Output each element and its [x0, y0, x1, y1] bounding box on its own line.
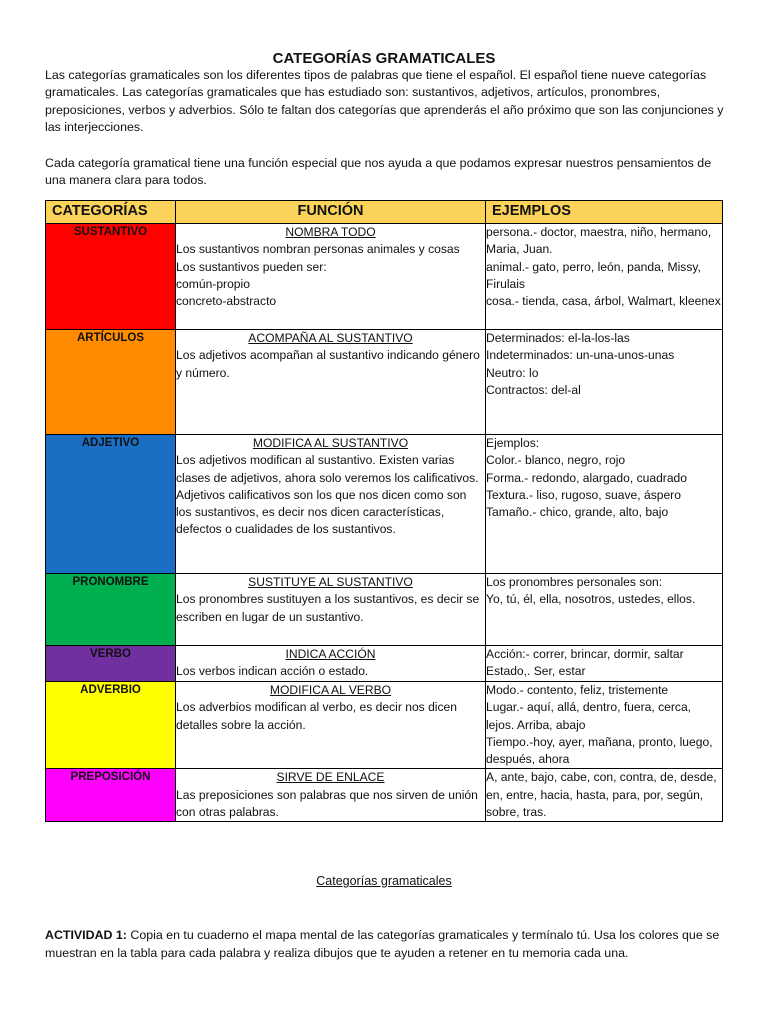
example-text: Tamaño.- chico, grande, alto, bajo: [486, 505, 669, 520]
function-text: Los verbos indican acción o estado.: [176, 664, 369, 679]
category-cell: ARTÍCULOS: [46, 330, 176, 435]
examples-cell: [486, 330, 723, 435]
example-text: Neutro: lo: [486, 365, 539, 380]
example-text: Acción:- correr, brincar, dormir, saltar: [486, 647, 684, 661]
function-heading: MODIFICA AL SUSTANTIVO: [252, 436, 409, 450]
table-row: [46, 435, 723, 574]
function-cell: [176, 769, 486, 822]
table-row: [46, 224, 723, 330]
function-cell: [176, 646, 486, 682]
example-text: Determinados: el-la-los-las: [486, 331, 630, 345]
category-cell: ADVERBIO: [46, 682, 176, 769]
table-row: [46, 769, 723, 822]
examples-cell: [486, 682, 723, 769]
function-cell: [176, 224, 486, 330]
activity-label: ACTIVIDAD 1:: [45, 928, 127, 942]
example-text: Lugar.- aquí, allá, dentro, fuera, cerca, lejos. Arriba, abajo: [486, 700, 692, 732]
function-text: Las preposiciones son palabras que nos sirven de unión con otras palabras.: [176, 787, 478, 820]
function-text: Los sustantivos pueden ser:: [176, 259, 327, 274]
example-text: Contractos: del-al: [486, 382, 581, 397]
example-text: Forma.- redondo, alargado, cuadrado: [486, 470, 688, 485]
function-text: Adjetivos calificativos son los que nos dicen como son los sustantivos, es decir nos dicen características, defectos o cualidades de los sustantivos.: [176, 487, 467, 537]
function-heading: MODIFICA AL VERBO: [269, 683, 392, 697]
function-text: Los adjetivos acompañan al sustantivo indicando género y número.: [176, 348, 480, 380]
function-cell: [176, 574, 486, 646]
function-cell: [176, 330, 486, 435]
function-cell: [176, 682, 486, 769]
header-categorias: CATEGORÍAS: [46, 201, 176, 224]
function-text: Los sustantivos nombran personas animales y cosas: [176, 242, 460, 257]
table-row: [46, 574, 723, 646]
example-text: Yo, tú, él, ella, nosotros, ustedes, ellos.: [486, 592, 696, 607]
header-funcion: FUNCIÓN: [176, 201, 486, 224]
examples-cell: [486, 769, 723, 822]
example-text: A, ante, bajo, cabe, con, contra, de, desde, en, entre, hacia, hasta, para, por, según, sobre, tras.: [486, 770, 717, 820]
example-text: Tiempo.-hoy, ayer, mañana, pronto, luego, después, ahora: [486, 734, 713, 767]
example-text: animal.- gato, perro, león, panda, Missy, Firulais: [486, 259, 701, 291]
page-title: CATEGORÍAS GRAMATICALES: [272, 50, 496, 67]
table-row: [46, 682, 723, 769]
examples-cell: [486, 646, 723, 682]
function-text: Los adjetivos modifican al sustantivo. Existen varias clases de adjetivos, ahora solo veremos los calificativos.: [176, 453, 479, 485]
example-text: cosa.- tienda, casa, árbol, Walmart, kleenex: [486, 294, 721, 309]
example-text: Modo.- contento, feliz, tristemente: [486, 683, 669, 697]
example-text: Estado,. Ser, estar: [486, 664, 586, 679]
example-text: Color.- blanco, negro, rojo: [486, 453, 626, 468]
example-text: persona.- doctor, maestra, niño, hermano, Maria, Juan.: [486, 225, 712, 257]
category-cell: SUSTANTIVO: [46, 224, 176, 330]
category-cell: ADJETIVO: [46, 435, 176, 574]
function-text: concreto-abstracto: [176, 294, 277, 309]
function-paragraph: Cada categoría gramatical tiene una función especial que nos ayuda a que podamos expresar nuestros pensamientos de una manera clara para todos.: [45, 156, 712, 188]
example-text: Ejemplos:: [486, 436, 540, 450]
table-row: [46, 646, 723, 682]
activity-text: Copia en tu cuaderno el mapa mental de las categorías gramaticales y termínalo tú. Usa los colores que se muestran en la tabla para cada palabra y realiza dibujos que te ayuden a retener en tu memoria cada una.: [45, 928, 720, 960]
examples-cell: [486, 435, 723, 574]
category-cell: VERBO: [46, 646, 176, 682]
function-text: Los pronombres sustituyen a los sustantivos, es decir se escriben en lugar de un sustantivo.: [176, 592, 480, 624]
table-row: [46, 330, 723, 435]
function-heading: SUSTITUYE AL SUSTANTIVO: [248, 575, 413, 589]
header-ejemplos: EJEMPLOS: [486, 201, 723, 224]
example-text: Indeterminados: un-una-unos-unas: [486, 348, 675, 363]
activity-paragraph: [45, 926, 735, 962]
intro-paragraph: Las categorías gramaticales son los diferentes tipos de palabras que tiene el español. El español tiene nueve categorías gramaticales. Las categorías gramaticales que has estudiado son: sustantivos, adjetivos, artículos, pronombres, preposiciones, verbos y adverbios. Sólo te faltan dos categorías que aprenderás el año próximo que son las conjunciones y las interjecciones.: [45, 68, 724, 134]
function-text: Los adverbios modifican al verbo, es decir nos dicen detalles sobre la acción.: [176, 700, 457, 732]
function-heading: INDICA ACCIÓN: [285, 647, 376, 661]
categories-link[interactable]: Categorías gramaticales: [316, 874, 452, 888]
example-text: Textura.- liso, rugoso, suave, áspero: [486, 487, 681, 502]
function-heading: SIRVE DE ENLACE: [276, 770, 385, 785]
examples-cell: [486, 574, 723, 646]
function-heading: ACOMPAÑA AL SUSTANTIVO: [248, 331, 413, 345]
category-cell: PREPOSICIÓN: [46, 769, 176, 822]
function-text: común-propio: [176, 276, 250, 291]
function-cell: [176, 435, 486, 574]
examples-cell: [486, 224, 723, 330]
category-cell: PRONOMBRE: [46, 574, 176, 646]
example-text: Los pronombres personales son:: [486, 575, 663, 589]
table-header-row: [46, 201, 723, 224]
categories-table: [45, 200, 723, 822]
function-heading: NOMBRA TODO: [285, 225, 376, 239]
